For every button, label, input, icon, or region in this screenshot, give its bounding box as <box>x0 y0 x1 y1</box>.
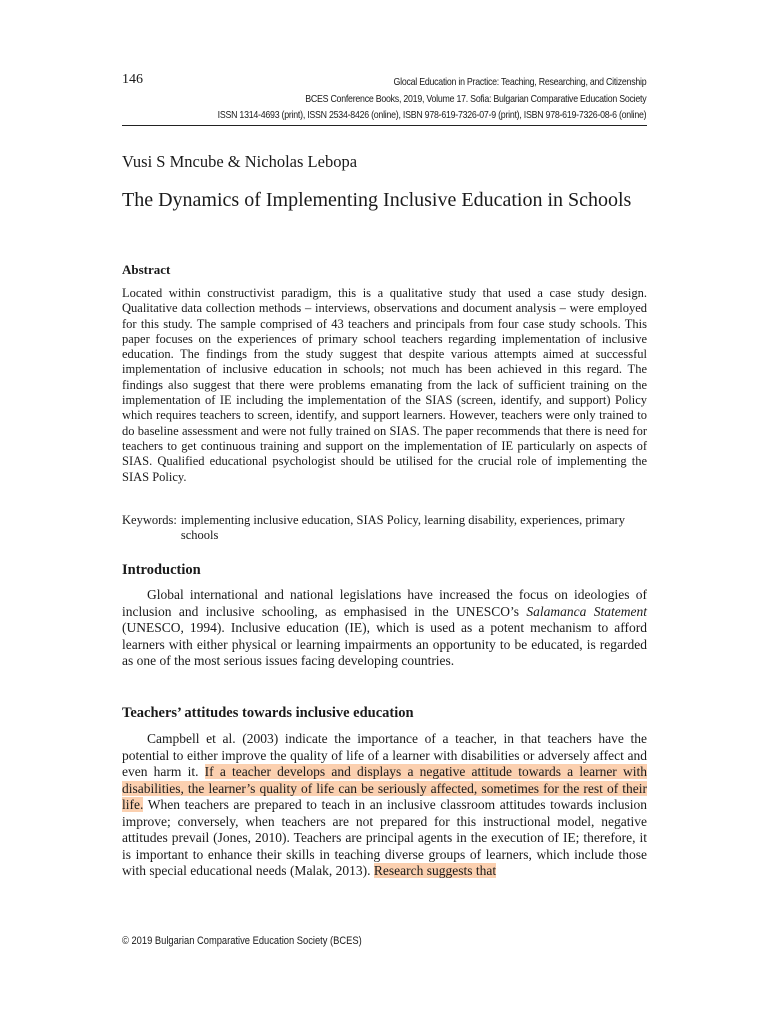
header-conference-line: BCES Conference Books, 2019, Volume 17. Sofia: Bulgarian Comparative Education Society <box>304 92 646 105</box>
introduction-paragraph <box>122 587 647 670</box>
keywords-label: Keywords: <box>122 513 177 527</box>
keywords <box>122 513 647 543</box>
highlight-negative-attitude: If a teacher develops and displays a negative attitude towards a learner with disabilities, the learner’s quality of life can be seriously affected, sometimes for the rest of their life. <box>122 764 647 812</box>
abstract-body: Located within constructivist paradigm, this is a qualitative study that used a case study design. Qualitative data collection methods – interviews, observations and document analysis – were employed for this study. The sample comprised of 43 teachers and principals from four case study schools. This paper focuses on the experiences of primary school teachers regarding implementation of inclusive education. The findings from the study suggest that despite various attempts aimed at successful implementation of inclusive education in schools; not much has been achieved in this regard. The findings also suggest that there were problems emanating from the lack of sufficient training on the implementation of IE including the implementation of the SIAS (screen, identify, and support) Policy which requires teachers to screen, identify, and support learners. However, teachers were only trained to do baseline assessment and were not fully trained on SIAS. The paper recommends that there is need for teachers to get continuous training and support on the implementation of IE particularly on aspects of SIAS. Qualified educational psychologist should be utilised for the crucial role of implementing the SIAS Policy. <box>122 286 647 484</box>
abstract-heading: Abstract <box>122 262 171 277</box>
introduction-heading: Introduction <box>122 562 201 578</box>
attitudes-text-a: Campbell et al. (2003) indicate the importance of a teacher, in that teachers have the potential to either improve the quality of life of a learner with disabilities or adversely affect and even harm it. <box>122 731 647 779</box>
header-series-line: Glocal Education in Practice: Teaching, Researching, and Citizenship <box>393 76 646 88</box>
intro-italic-title: Salamanca Statement <box>526 603 647 619</box>
intro-text-a: Global international and national legislations have increased the focus on ideologies of inclusion and inclusive schooling, as emphasised in the UNESCO’s <box>122 587 647 619</box>
keywords-text: implementing inclusive education, SIAS Policy, learning disability, experiences, primary schools <box>180 513 625 542</box>
footer-copyright: © 2019 Bulgarian Comparative Education Society (BCES) <box>122 935 362 947</box>
attitudes-text-b: When teachers are prepared to teach in an inclusive classroom attitudes towards inclusion improve; conversely, when teachers are not prepared for this instructional model, negative attitudes prevail (Jones, 2010). Teachers are principal agents in the execution of IE; therefore, it is important to enhance their skills in teaching diverse groups of learners, which include those with special educational needs (Malak, 2013). <box>122 797 647 878</box>
header-rule <box>122 125 647 126</box>
page-number: 146 <box>122 72 143 87</box>
authors: Vusi S Mncube & Nicholas Lebopa <box>122 152 358 171</box>
intro-text-b: (UNESCO, 1994). Inclusive education (IE), which is used as a potent mechanism to afford learners with either physical or learning impairments an opportunity to be educated, is regarded as one of the most serious issues facing developing countries. <box>122 620 647 668</box>
attitudes-paragraph <box>122 731 647 880</box>
attitudes-heading: Teachers’ attitudes towards inclusive education <box>122 705 414 721</box>
running-header <box>217 74 646 124</box>
header-issn-line: ISSN 1314-4693 (print), ISSN 2534-8426 (online), ISBN 978-619-7326-07-9 (print), ISBN 978-619-7326-08-6 (online) <box>217 109 646 121</box>
paper-title: The Dynamics of Implementing Inclusive Education in Schools <box>122 189 632 211</box>
highlight-research-suggests: Research suggests that <box>373 863 497 878</box>
